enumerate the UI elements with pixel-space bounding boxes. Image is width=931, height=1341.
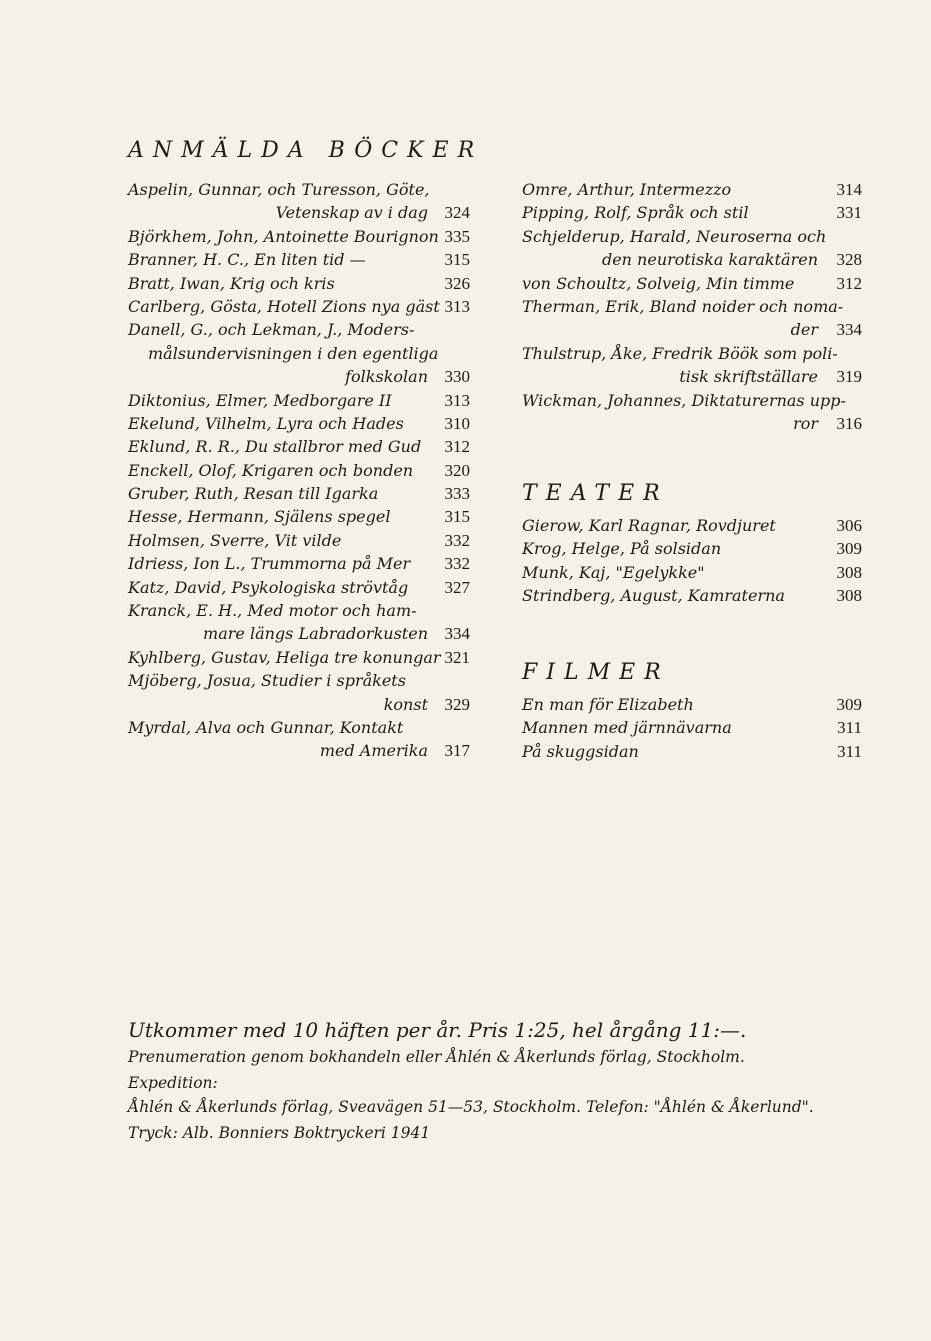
index-entry — [522, 514, 862, 537]
entry-text: Mannen med järnnävarna — [522, 718, 732, 738]
entry-page-number: 309 — [836, 539, 862, 559]
index-entry — [128, 482, 470, 505]
index-entry — [128, 225, 470, 248]
entry-text: Kyhlberg, Gustav, Heliga tre konungar — [128, 647, 441, 667]
entry-page-number: 306 — [836, 516, 862, 535]
index-entry — [128, 318, 470, 388]
entry-page-number: 329 — [444, 694, 470, 714]
entry-text: Idriess, Ion L., Trummorna på Mer — [128, 554, 411, 574]
footer-info — [128, 1018, 888, 1148]
index-entry — [522, 342, 862, 389]
theatre-list — [522, 514, 862, 608]
entry-page-number: 317 — [444, 741, 470, 761]
entry-page-number: 311 — [837, 741, 862, 761]
index-entry — [128, 576, 470, 599]
index-entry — [128, 669, 470, 716]
entry-page-number: 315 — [444, 507, 470, 527]
entry-text: Kranck, E. H., Med motor och ham- — [128, 601, 417, 621]
entry-text: Myrdal, Alva och Gunnar, Kontakt — [128, 717, 404, 737]
entry-page-number: 310 — [444, 413, 470, 433]
index-entry — [522, 537, 862, 560]
entry-text: konst — [383, 694, 428, 714]
entry-text: Branner, H. C., En liten tid — — [128, 250, 366, 270]
index-entry — [522, 693, 862, 716]
entry-text: På skuggsidan — [522, 741, 639, 761]
entry-page-number: 326 — [444, 273, 470, 293]
entry-page-number: 319 — [836, 367, 862, 387]
entry-text: Thulstrup, Åke, Fredrik Böök som poli- — [522, 343, 838, 363]
entry-page-number: 334 — [444, 624, 470, 644]
index-entry — [522, 561, 862, 584]
entry-page-number: 314 — [836, 180, 862, 199]
entry-text: Danell, G., och Lekman, J., Moders- — [128, 320, 415, 340]
entry-page-number: 321 — [444, 647, 470, 667]
entry-page-number: 335 — [444, 226, 470, 246]
entry-page-number: 332 — [444, 554, 470, 574]
entry-text: Therman, Erik, Bland noider och noma- — [522, 296, 844, 316]
prenumeration-info: Prenumeration genom bokhandeln eller Åhlén & Åkerlunds förlag, Stockholm. — [128, 1048, 745, 1066]
printer-info: Tryck: Alb. Bonniers Boktryckeri 1941 — [128, 1124, 431, 1142]
entry-page-number: 313 — [444, 390, 470, 410]
index-entry — [128, 272, 470, 295]
index-entry — [522, 389, 862, 436]
entry-page-number: 331 — [836, 203, 862, 223]
index-entry — [128, 389, 470, 412]
entry-page-number: 333 — [444, 484, 470, 504]
index-entry — [522, 740, 862, 763]
expedition-address: Åhlén & Åkerlunds förlag, Sveavägen 51—53, Stockholm. Telefon: "Åhlén & Åkerlund". — [128, 1098, 814, 1116]
index-entry — [522, 225, 862, 272]
entry-page-number: 328 — [836, 250, 862, 270]
entry-text: Munk, Kaj, "Egelykke" — [522, 562, 705, 582]
entry-text: Ekelund, Vilhelm, Lyra och Hades — [128, 413, 404, 433]
entry-page-number: 334 — [836, 320, 862, 340]
entry-text: målsundervisningen i den egentliga — [148, 343, 439, 363]
entry-page-number: 327 — [444, 577, 470, 597]
entry-text: Gierow, Karl Ragnar, Rovdjuret — [522, 516, 776, 535]
index-entry — [128, 459, 470, 482]
entry-text: den neurotiska karaktären — [601, 250, 818, 270]
index-entry — [128, 435, 470, 458]
entry-page-number: 313 — [444, 296, 470, 316]
entry-page-number: 308 — [836, 562, 862, 582]
films-section-title: FILMER — [522, 660, 670, 685]
entry-page-number: 309 — [836, 695, 862, 714]
index-entry — [128, 412, 470, 435]
entry-text: Krog, Helge, På solsidan — [522, 539, 722, 559]
entry-text: Hesse, Hermann, Själens spegel — [128, 507, 391, 527]
books-left-column — [128, 178, 470, 763]
index-entry — [522, 584, 862, 607]
index-entry — [128, 248, 470, 271]
entry-text: Gruber, Ruth, Resan till Igarka — [128, 484, 379, 504]
entry-text: Strindberg, August, Kamraterna — [522, 586, 785, 606]
index-entry — [128, 505, 470, 528]
entry-page-number: 311 — [837, 718, 862, 738]
entry-text: der — [790, 320, 818, 340]
entry-text: Wickman, Johannes, Diktaturernas upp- — [522, 390, 846, 410]
entry-text: Omre, Arthur, Intermezzo — [522, 180, 732, 199]
index-entry — [128, 178, 470, 225]
index-entry — [128, 552, 470, 575]
index-entry — [522, 178, 862, 201]
films-list — [522, 693, 862, 763]
entry-text: Pipping, Rolf, Språk och stil — [522, 203, 749, 223]
entry-page-number: 316 — [836, 413, 862, 433]
entry-text: med Amerika — [319, 741, 428, 761]
entry-text: Holmsen, Sverre, Vit vilde — [128, 530, 342, 550]
entry-page-number: 315 — [444, 250, 470, 270]
theatre-section-title: TEATER — [522, 481, 669, 506]
index-entry — [522, 716, 862, 739]
entry-page-number: 332 — [444, 530, 470, 550]
index-entry — [128, 599, 470, 646]
entry-text: Aspelin, Gunnar, och Turesson, Göte, — [128, 180, 430, 199]
entry-text: Diktonius, Elmer, Medborgare II — [128, 390, 392, 410]
entry-text: Vetenskap av i dag — [275, 203, 428, 223]
entry-text: ror — [793, 413, 818, 433]
index-entry — [128, 646, 470, 669]
index-entry — [522, 295, 862, 342]
entry-text: mare längs Labradorkusten — [203, 624, 428, 644]
subscription-info: Utkommer med 10 häften per år. Pris 1:25, hel årgång 11:—. — [128, 1018, 747, 1042]
entry-text: Enckell, Olof, Krigaren och bonden — [128, 460, 414, 480]
index-entry — [522, 201, 862, 224]
entry-page-number: 320 — [444, 460, 470, 480]
entry-text: En man för Elizabeth — [522, 695, 694, 714]
entry-page-number: 312 — [444, 437, 470, 457]
index-entry — [128, 529, 470, 552]
entry-page-number: 330 — [444, 367, 470, 387]
entry-text: Schjelderup, Harald, Neuroserna och — [522, 226, 827, 246]
entry-text: Katz, David, Psykologiska strövtåg — [128, 577, 409, 597]
index-entry — [128, 295, 470, 318]
entry-page-number: 312 — [836, 273, 862, 293]
entry-text: folkskolan — [345, 367, 428, 387]
entry-page-number: 324 — [444, 203, 470, 223]
entry-text: Mjöberg, Josua, Studier i språkets — [128, 671, 406, 691]
entry-text: Bratt, Iwan, Krig och kris — [128, 273, 335, 293]
entry-page-number: 308 — [836, 586, 862, 606]
index-entry — [128, 716, 470, 763]
books-section-title: ANMÄLDA BÖCKER — [128, 138, 484, 163]
entry-text: Carlberg, Gösta, Hotell Zions nya gäst — [128, 296, 440, 316]
books-right-column — [522, 178, 862, 435]
entry-text: von Schoultz, Solveig, Min timme — [522, 273, 795, 293]
index-entry — [522, 272, 862, 295]
entry-text: tisk skriftställare — [679, 367, 818, 387]
entry-text: Björkhem, John, Antoinette Bourignon — [128, 226, 439, 246]
entry-text: Eklund, R. R., Du stallbror med Gud — [128, 437, 422, 457]
expedition-label: Expedition: — [128, 1074, 218, 1092]
